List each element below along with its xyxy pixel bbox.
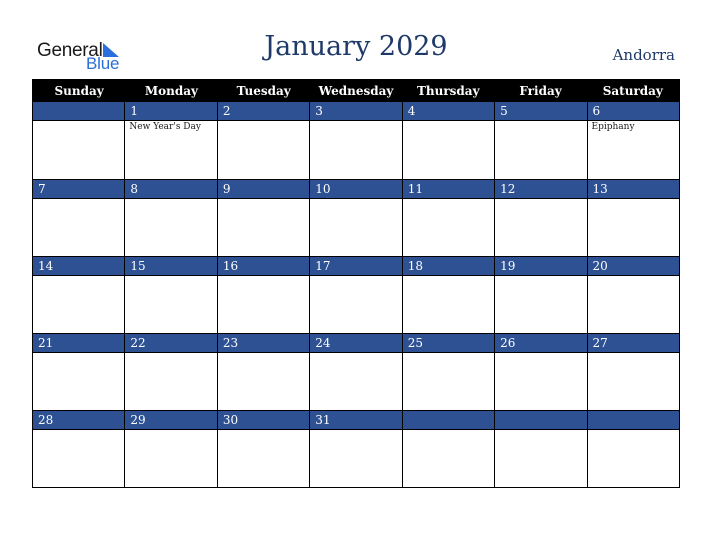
weeks-container [33, 102, 679, 487]
weekday-header: Thursday [416, 84, 480, 98]
holiday-label [33, 199, 124, 200]
holiday-label [495, 121, 586, 122]
holiday-label [33, 121, 124, 122]
day-number: 13 [588, 180, 679, 199]
day-number: 3 [310, 102, 401, 121]
day-number: 22 [125, 334, 216, 353]
logo-blue-text: Blue [86, 54, 120, 73]
weekday-header: Monday [144, 84, 198, 98]
day-number: 24 [310, 334, 401, 353]
day-number [495, 411, 586, 430]
day-number: 7 [33, 180, 124, 199]
day-number: 5 [495, 102, 586, 121]
holiday-label [125, 353, 216, 354]
calendar-day-cell[interactable] [310, 410, 402, 487]
day-number: 30 [218, 411, 309, 430]
day-number: 15 [125, 257, 216, 276]
holiday-label [310, 121, 401, 122]
region-label: Andorra [612, 46, 675, 64]
day-number: 25 [403, 334, 494, 353]
day-number: 29 [125, 411, 216, 430]
calendar-day-cell[interactable] [218, 102, 310, 179]
day-number: 20 [588, 257, 679, 276]
calendar-day-cell[interactable] [125, 333, 217, 410]
calendar-day-cell[interactable] [125, 179, 217, 256]
calendar-day-cell[interactable] [310, 333, 402, 410]
calendar-week-row [33, 256, 679, 333]
calendar-day-cell[interactable] [403, 179, 495, 256]
calendar-day-cell[interactable] [33, 179, 125, 256]
calendar-week-row [33, 410, 679, 487]
holiday-label [218, 121, 309, 122]
calendar-day-cell[interactable] [403, 333, 495, 410]
holiday-label [125, 199, 216, 200]
holiday-label [218, 199, 309, 200]
day-number: 27 [588, 334, 679, 353]
holiday-label [403, 276, 494, 277]
calendar-week-row [33, 179, 679, 256]
holiday-label [310, 199, 401, 200]
calendar-day-cell[interactable] [33, 102, 125, 179]
calendar-day-cell[interactable] [588, 102, 679, 179]
weekday-header: Saturday [602, 84, 663, 98]
day-number: 17 [310, 257, 401, 276]
calendar-day-cell[interactable] [495, 333, 587, 410]
holiday-label [588, 353, 679, 354]
holiday-label [125, 430, 216, 431]
holiday-label [588, 430, 679, 431]
calendar-week-row [33, 102, 679, 179]
logo-general-text: General [37, 40, 103, 61]
holiday-label [588, 199, 679, 200]
day-number: 9 [218, 180, 309, 199]
calendar-day-cell[interactable] [588, 179, 679, 256]
holiday-label: New Year's Day [129, 122, 201, 132]
holiday-label [403, 430, 494, 431]
holiday-label: Epiphany [591, 122, 635, 132]
weekday-header: Tuesday [236, 84, 291, 98]
holiday-label [495, 199, 586, 200]
holiday-label [218, 353, 309, 354]
weekday-header: Sunday [54, 84, 104, 98]
holiday-label [588, 276, 679, 277]
calendar-day-cell[interactable] [403, 410, 495, 487]
calendar-day-cell[interactable] [403, 256, 495, 333]
day-number: 19 [495, 257, 586, 276]
holiday-label [403, 199, 494, 200]
calendar-day-cell[interactable] [33, 256, 125, 333]
holiday-label [495, 430, 586, 431]
day-number: 23 [218, 334, 309, 353]
day-number: 12 [495, 180, 586, 199]
day-number: 6 [588, 102, 679, 121]
holiday-label [218, 430, 309, 431]
holiday-label [495, 276, 586, 277]
day-number [588, 411, 679, 430]
holiday-label [33, 276, 124, 277]
calendar-title: January 2029 [264, 31, 448, 62]
calendar-day-cell[interactable] [218, 256, 310, 333]
calendar-day-cell[interactable] [588, 256, 679, 333]
day-number: 18 [403, 257, 494, 276]
calendar-day-cell[interactable] [218, 333, 310, 410]
day-number [33, 102, 124, 121]
calendar-day-cell[interactable] [495, 179, 587, 256]
calendar-day-cell[interactable] [310, 179, 402, 256]
calendar-grid [32, 79, 680, 488]
day-number: 1 [125, 102, 216, 121]
calendar-day-cell[interactable] [33, 410, 125, 487]
holiday-label [218, 276, 309, 277]
holiday-label [33, 430, 124, 431]
calendar-day-cell[interactable] [33, 333, 125, 410]
calendar-day-cell[interactable] [125, 256, 217, 333]
day-number: 26 [495, 334, 586, 353]
calendar-day-cell[interactable] [218, 410, 310, 487]
day-number: 31 [310, 411, 401, 430]
holiday-label [495, 353, 586, 354]
calendar-day-cell[interactable] [403, 102, 495, 179]
day-number: 14 [33, 257, 124, 276]
calendar-day-cell[interactable] [310, 256, 402, 333]
holiday-label [310, 353, 401, 354]
calendar-day-cell[interactable] [125, 102, 217, 179]
day-number: 16 [218, 257, 309, 276]
holiday-label [310, 430, 401, 431]
weekday-header-row [33, 80, 679, 102]
day-number: 21 [33, 334, 124, 353]
holiday-label [403, 121, 494, 122]
calendar-day-cell[interactable] [495, 256, 587, 333]
holiday-label [310, 276, 401, 277]
calendar-day-cell[interactable] [588, 410, 679, 487]
holiday-label [33, 353, 124, 354]
calendar-day-cell[interactable] [588, 333, 679, 410]
calendar-week-row [33, 333, 679, 410]
day-number: 10 [310, 180, 401, 199]
calendar-day-cell[interactable] [495, 102, 587, 179]
calendar-day-cell[interactable] [310, 102, 402, 179]
day-number: 11 [403, 180, 494, 199]
holiday-label [125, 276, 216, 277]
day-number [403, 411, 494, 430]
calendar-day-cell[interactable] [218, 179, 310, 256]
holiday-label [403, 353, 494, 354]
calendar-day-cell[interactable] [495, 410, 587, 487]
day-number: 4 [403, 102, 494, 121]
day-number: 2 [218, 102, 309, 121]
day-number: 28 [33, 411, 124, 430]
day-number: 8 [125, 180, 216, 199]
weekday-header: Friday [519, 84, 562, 98]
calendar-day-cell[interactable] [125, 410, 217, 487]
weekday-header: Wednesday [318, 84, 394, 98]
